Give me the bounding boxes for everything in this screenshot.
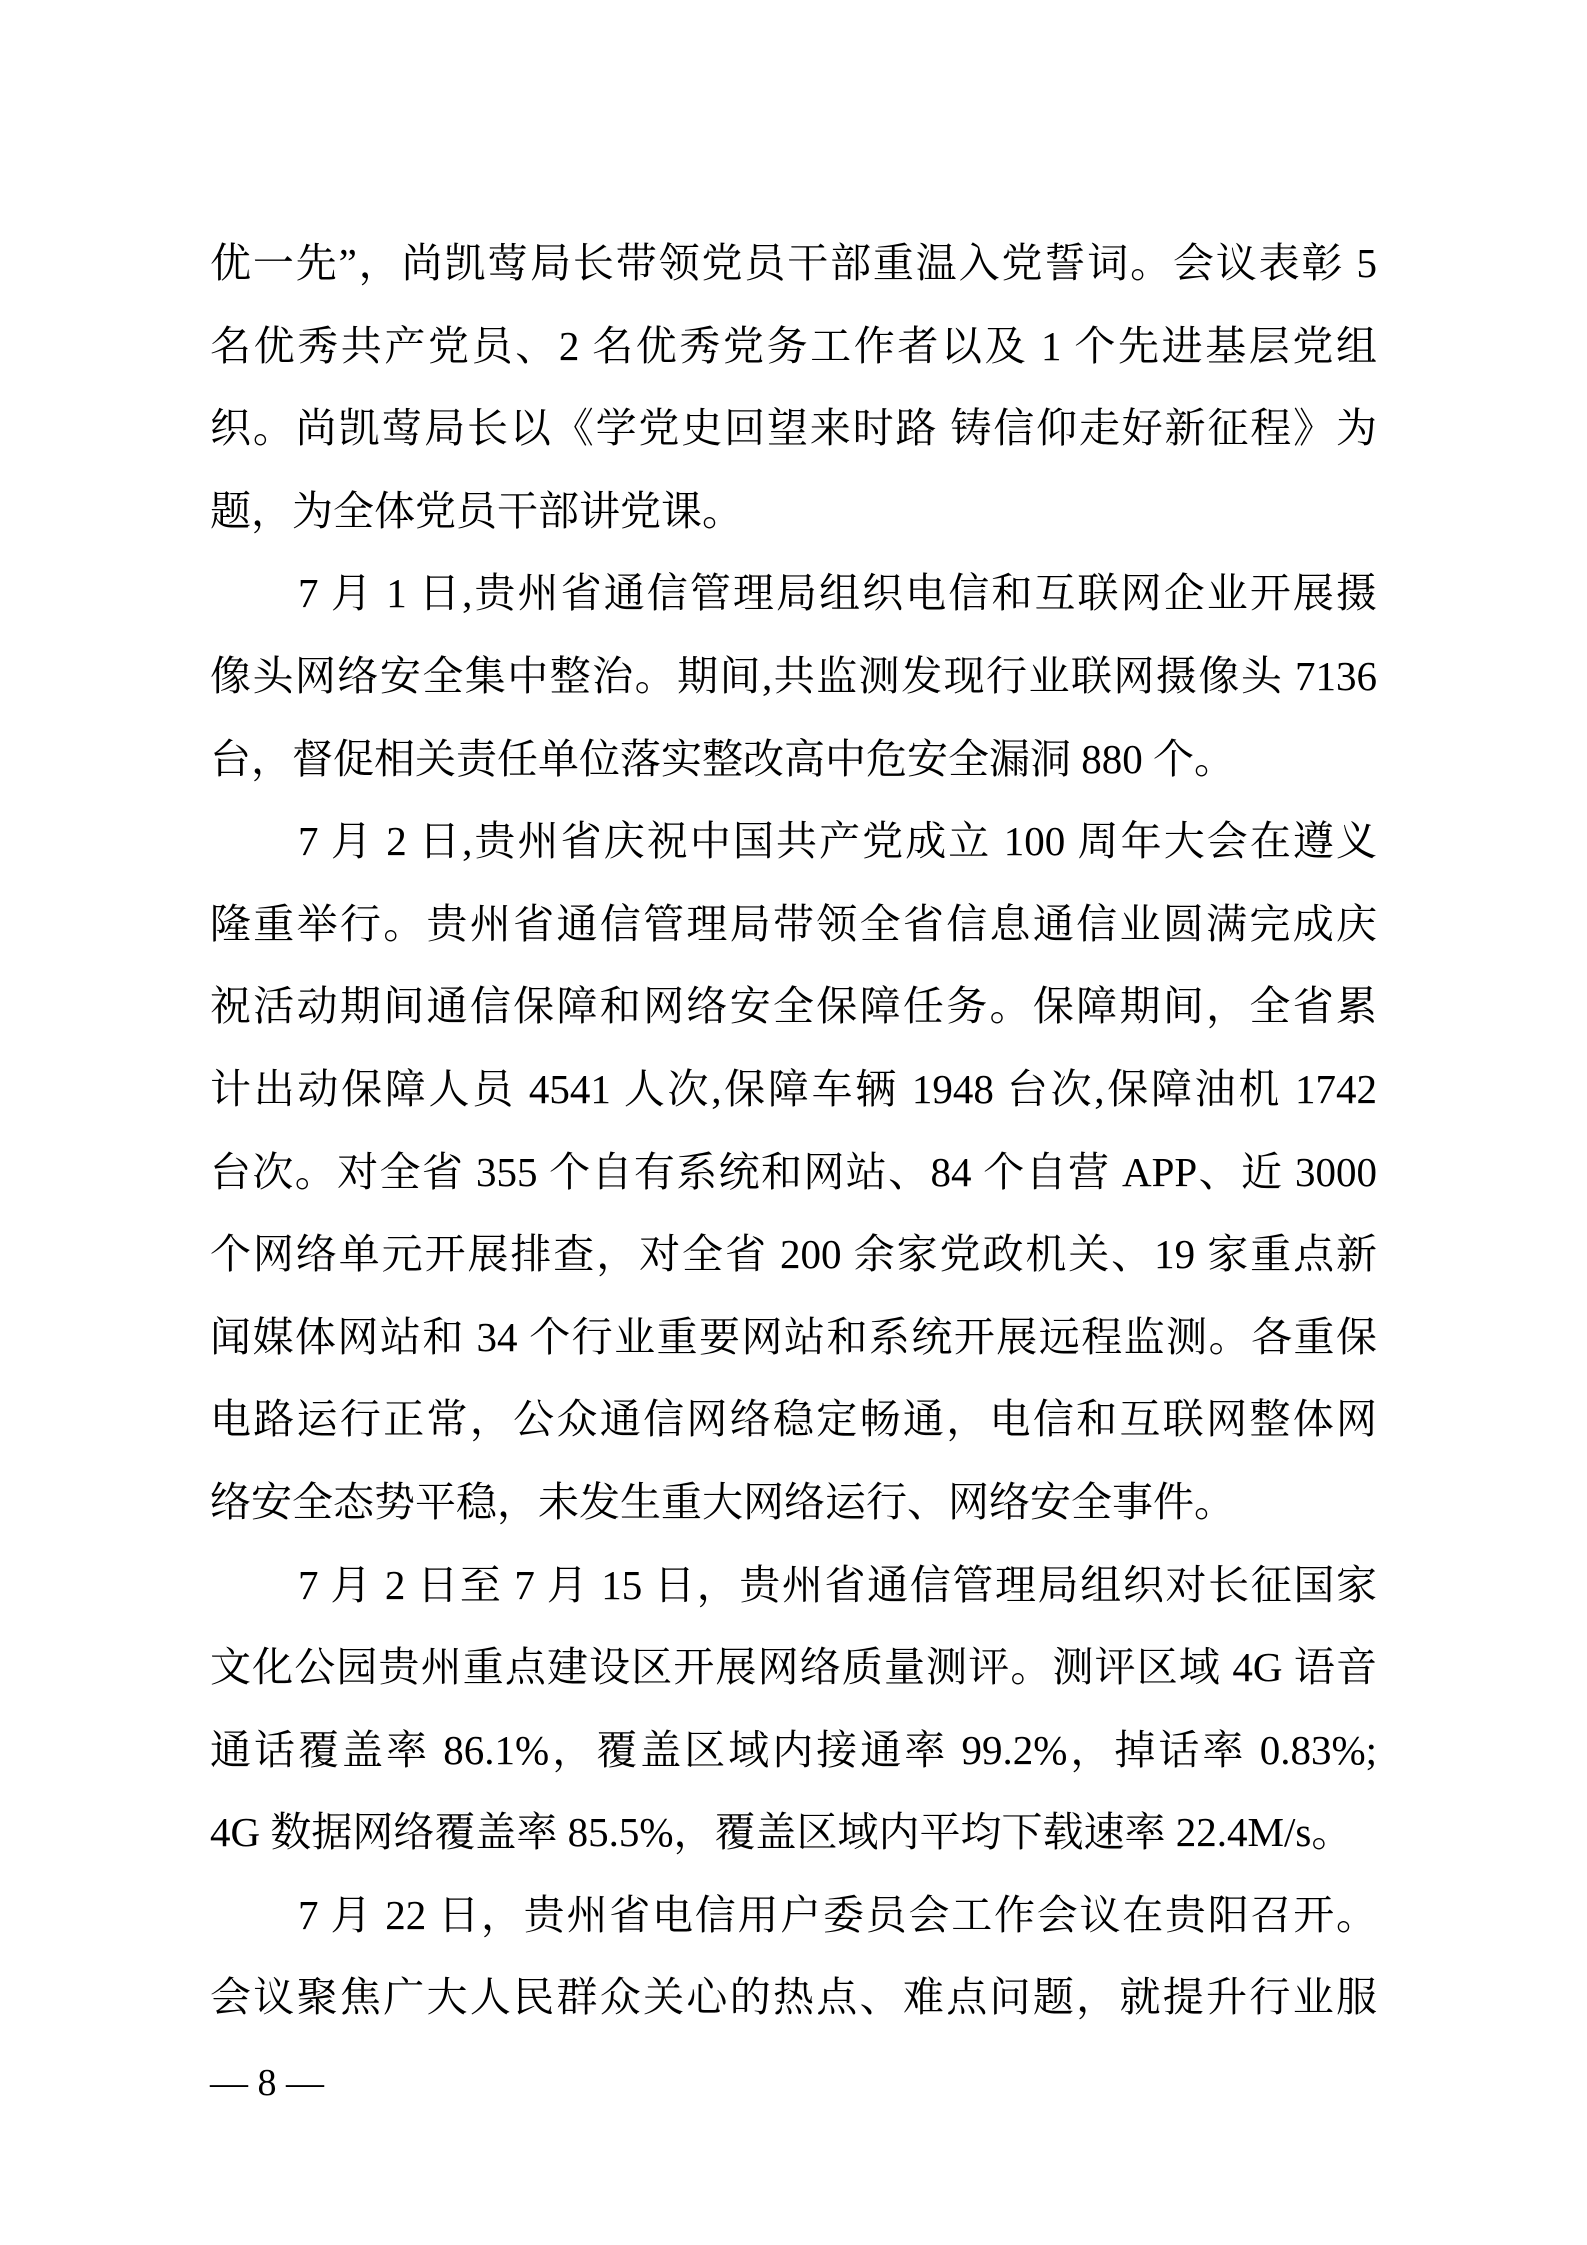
text-line: 像头网络安全集中整治。期间,共监测发现行业联网摄像头 7136 xyxy=(210,652,1377,699)
text-line: 台次。对全省 355 个自有系统和网站、84 个自营 APP、近 3000 xyxy=(210,1148,1377,1195)
text-line: 通话覆盖率 86.1%，覆盖区域内接通率 99.2%，掉话率 0.83%; xyxy=(210,1726,1377,1773)
text-line: 会议聚焦广大人民群众关心的热点、难点问题，就提升行业服 xyxy=(210,1974,1377,2021)
text-line: 7 月 2 日至 7 月 15 日，贵州省通信管理局组织对长征国家 xyxy=(298,1561,1377,1608)
text-line: 题，为全体党员干部讲党课。 xyxy=(210,487,743,534)
text-line: 祝活动期间通信保障和网络安全保障任务。保障期间，全省累 xyxy=(210,983,1377,1030)
text-line: 织。尚凯莺局长以《学党史回望来时路 铸信仰走好新征程》为 xyxy=(210,405,1377,452)
text-line: 4G 数据网络覆盖率 85.5%，覆盖区域内平均下载速率 22.4M/s。 xyxy=(210,1809,1353,1856)
text-line: 台，督促相关责任单位落实整改高中危安全漏洞 880 个。 xyxy=(210,735,1235,782)
text-line: 7 月 1 日,贵州省通信管理局组织电信和互联网企业开展摄 xyxy=(298,570,1377,617)
document-body xyxy=(210,222,1377,2039)
text-line: 隆重举行。贵州省通信管理局带领全省信息通信业圆满完成庆 xyxy=(210,900,1377,947)
text-line: 计出动保障人员 4541 人次,保障车辆 1948 台次,保障油机 1742 xyxy=(210,1065,1377,1112)
text-line: 个网络单元开展排查，对全省 200 余家党政机关、19 家重点新 xyxy=(210,1231,1377,1278)
text-line: 优一先”，尚凯莺局长带领党员干部重温入党誓词。会议表彰 5 xyxy=(210,240,1377,286)
text-line: 闻媒体网站和 34 个行业重要网站和系统开展远程监测。各重保 xyxy=(210,1313,1377,1360)
text-line: 络安全态势平稳，未发生重大网络运行、网络安全事件。 xyxy=(210,1478,1235,1525)
text-line: 名优秀共产党员、2 名优秀党务工作者以及 1 个先进基层党组 xyxy=(210,322,1377,369)
page-number: — 8 — xyxy=(210,2062,324,2104)
text-line: 电路运行正常，公众通信网络稳定畅通，电信和互联网整体网 xyxy=(210,1396,1377,1443)
text-line: 文化公园贵州重点建设区开展网络质量测评。测评区域 4G 语音 xyxy=(210,1644,1377,1691)
text-line: 7 月 22 日，贵州省电信用户委员会工作会议在贵阳召开。 xyxy=(298,1891,1377,1938)
text-line: 7 月 2 日,贵州省庆祝中国共产党成立 100 周年大会在遵义 xyxy=(298,818,1377,865)
